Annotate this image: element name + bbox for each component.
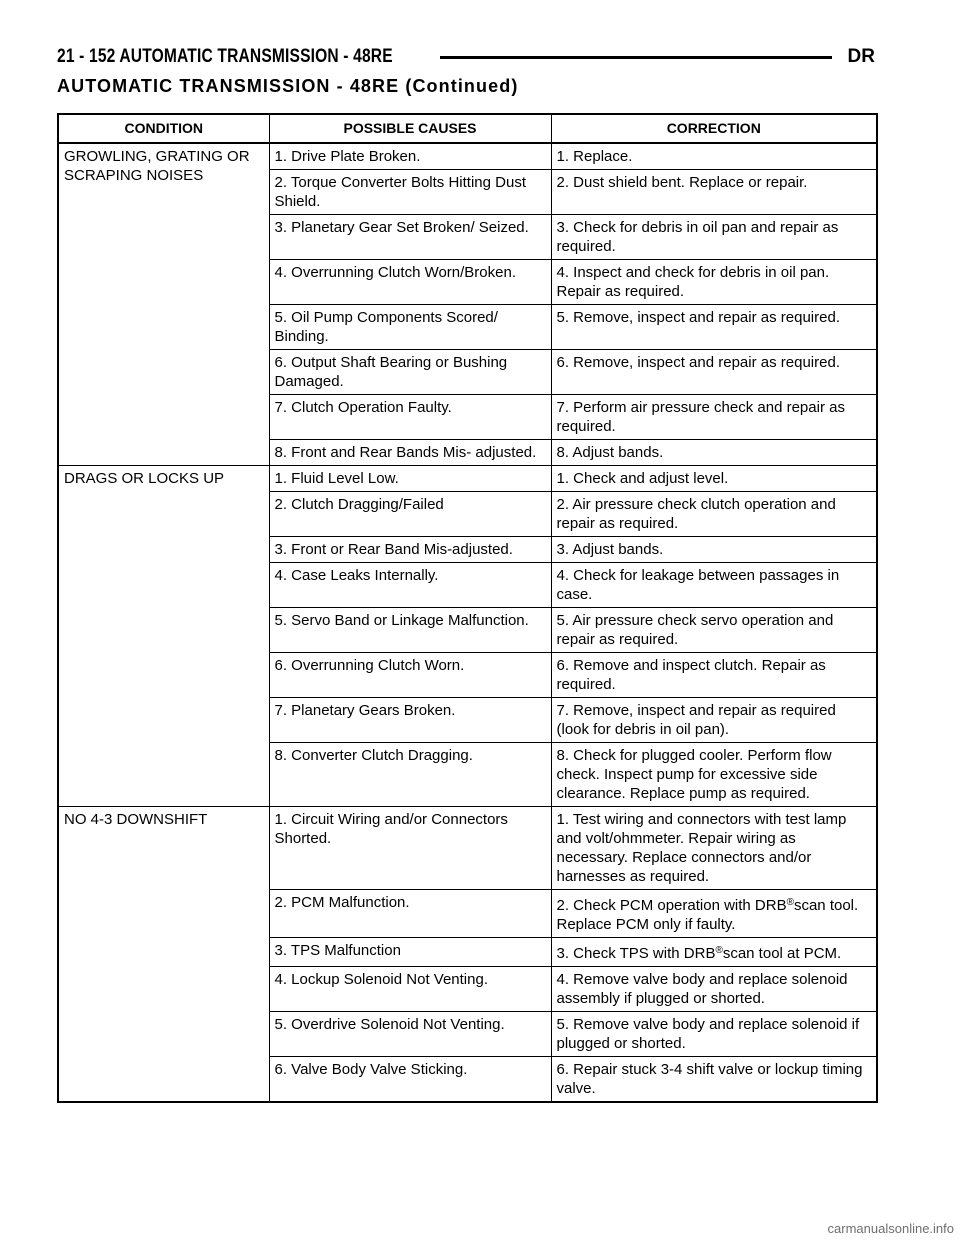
correction-cell: 5. Remove, inspect and repair as required. — [551, 305, 877, 350]
watermark: carmanualsonline.info — [827, 1221, 954, 1236]
cause-cell: 4. Case Leaks Internally. — [269, 563, 551, 608]
cause-cell: 7. Planetary Gears Broken. — [269, 698, 551, 743]
table-row — [58, 807, 877, 890]
condition-cell: GROWLING, GRATING OR SCRAPING NOISES — [58, 143, 269, 466]
correction-cell: 2. Check PCM operation with DRB®scan tool. Replace PCM only if faulty. — [551, 890, 877, 938]
column-header-correction: CORRECTION — [551, 114, 877, 143]
cause-cell: 3. TPS Malfunction — [269, 938, 551, 967]
correction-cell: 6. Remove and inspect clutch. Repair as required. — [551, 653, 877, 698]
cause-cell: 8. Converter Clutch Dragging. — [269, 743, 551, 807]
cause-cell: 1. Fluid Level Low. — [269, 466, 551, 492]
cause-cell: 4. Overrunning Clutch Worn/Broken. — [269, 260, 551, 305]
correction-cell: 3. Adjust bands. — [551, 537, 877, 563]
cause-cell: 2. Torque Converter Bolts Hitting Dust Shield. — [269, 170, 551, 215]
correction-cell: 2. Dust shield bent. Replace or repair. — [551, 170, 877, 215]
correction-cell: 4. Check for leakage between passages in case. — [551, 563, 877, 608]
table-header-row — [58, 114, 877, 143]
cause-cell: 5. Oil Pump Components Scored/ Binding. — [269, 305, 551, 350]
header-code: DR — [847, 46, 875, 67]
cause-cell: 5. Servo Band or Linkage Malfunction. — [269, 608, 551, 653]
cause-cell: 6. Valve Body Valve Sticking. — [269, 1057, 551, 1103]
header-rule — [440, 56, 832, 59]
cause-cell: 3. Front or Rear Band Mis-adjusted. — [269, 537, 551, 563]
page-header — [57, 44, 875, 70]
correction-cell: 2. Air pressure check clutch operation and repair as required. — [551, 492, 877, 537]
correction-cell: 6. Repair stuck 3-4 shift valve or lockup timing valve. — [551, 1057, 877, 1103]
cause-cell: 4. Lockup Solenoid Not Venting. — [269, 967, 551, 1012]
cause-cell: 6. Output Shaft Bearing or Bushing Damaged. — [269, 350, 551, 395]
condition-cell: NO 4-3 DOWNSHIFT — [58, 807, 269, 1103]
header-left — [57, 46, 432, 68]
header-page-ref: 21 - 152 AUTOMATIC TRANSMISSION - 48RE — [57, 46, 393, 67]
correction-cell: 1. Check and adjust level. — [551, 466, 877, 492]
column-header-causes: POSSIBLE CAUSES — [269, 114, 551, 143]
cause-cell: 7. Clutch Operation Faulty. — [269, 395, 551, 440]
section-title: AUTOMATIC TRANSMISSION - 48RE (Continued) — [57, 76, 519, 96]
correction-cell: 4. Remove valve body and replace solenoid assembly if plugged or shorted. — [551, 967, 877, 1012]
column-header-condition: CONDITION — [58, 114, 269, 143]
cause-cell: 1. Circuit Wiring and/or Connectors Shorted. — [269, 807, 551, 890]
correction-cell: 8. Check for plugged cooler. Perform flow check. Inspect pump for excessive side clearance. Replace pump as required. — [551, 743, 877, 807]
table-body — [58, 143, 877, 1102]
correction-cell: 5. Remove valve body and replace solenoid if plugged or shorted. — [551, 1012, 877, 1057]
cause-cell: 1. Drive Plate Broken. — [269, 143, 551, 170]
correction-cell: 7. Remove, inspect and repair as required (look for debris in oil pan). — [551, 698, 877, 743]
cause-cell: 2. PCM Malfunction. — [269, 890, 551, 938]
table-row — [58, 466, 877, 492]
cause-cell: 6. Overrunning Clutch Worn. — [269, 653, 551, 698]
cause-cell: 3. Planetary Gear Set Broken/ Seized. — [269, 215, 551, 260]
correction-cell: 3. Check for debris in oil pan and repair as required. — [551, 215, 877, 260]
correction-cell: 8. Adjust bands. — [551, 440, 877, 466]
correction-cell: 7. Perform air pressure check and repair as required. — [551, 395, 877, 440]
correction-cell: 5. Air pressure check servo operation and repair as required. — [551, 608, 877, 653]
diagnosis-table — [57, 113, 878, 1103]
condition-cell: DRAGS OR LOCKS UP — [58, 466, 269, 807]
cause-cell: 5. Overdrive Solenoid Not Venting. — [269, 1012, 551, 1057]
correction-cell: 3. Check TPS with DRB®scan tool at PCM. — [551, 938, 877, 967]
table-row — [58, 143, 877, 170]
correction-cell: 1. Replace. — [551, 143, 877, 170]
correction-cell: 6. Remove, inspect and repair as required. — [551, 350, 877, 395]
cause-cell: 2. Clutch Dragging/Failed — [269, 492, 551, 537]
correction-cell: 1. Test wiring and connectors with test lamp and volt/ohmmeter. Repair wiring as necessary. Replace connectors and/or harnesses as required. — [551, 807, 877, 890]
cause-cell: 8. Front and Rear Bands Mis- adjusted. — [269, 440, 551, 466]
correction-cell: 4. Inspect and check for debris in oil pan. Repair as required. — [551, 260, 877, 305]
